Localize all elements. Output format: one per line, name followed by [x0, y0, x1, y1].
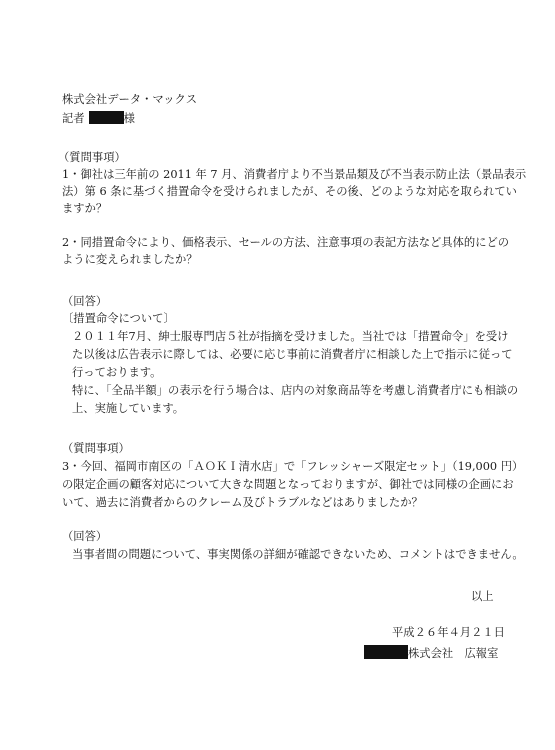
question-1-line-3: ますか？ [62, 202, 108, 215]
addressee-suffix: 様 [123, 112, 135, 125]
sender-suffix: 株式会社 広報室 [408, 647, 499, 660]
answer-heading-1: （回答） [62, 295, 108, 308]
question-2-line-1: 2・同措置命令により、価格表示、セールの方法、注意事項の表記方法など具体的にどの [62, 236, 510, 249]
answer-1-line-4: 特に、「全品半額」の表示を行う場合は、店内の対象商品等を考慮し消費者庁にも相談の [72, 384, 519, 397]
question-3-line-1: 3・今回、福岡市南区の「ＡＯＫＩ清水店」で「フレッシャーズ限定セット」（19,000 円） [62, 460, 524, 473]
question-heading-1: （質問事項） [58, 151, 126, 164]
answer-heading-2: （回答） [62, 530, 108, 543]
answer-1-line-5: 上、実施しています。 [72, 402, 185, 415]
question-1-line-1: 1・御社は三年前の 2011 年 7 月、消費者庁より不当景品類及び不当表示防止法（景品表示 [62, 168, 527, 181]
closing-ijo: 以上 [471, 590, 494, 603]
closing-sender [364, 645, 498, 659]
question-3-line-3: いて、過去に消費者からのクレーム及びトラブルなどはありましたか？ [62, 496, 423, 509]
recipient-company: 株式会社データ・マックス [62, 93, 197, 106]
redaction-bar-reporter-name [89, 111, 124, 124]
question-1-line-2: 法）第 6 条に基づく措置命令を受けられましたが、その後、どのような対応を取られてい [62, 185, 517, 198]
redaction-bar-sender-name [364, 645, 408, 659]
question-2-line-2: ように変えられましたか？ [62, 253, 198, 266]
answer-1-line-1: ２０１１年7月、紳士服専門店５社が指摘を受けました。当社では「措置命令」を受け [72, 330, 509, 343]
answer-1-line-2: た以後は広告表示に際しては、必要に応じ事前に消費者庁に相談した上で指示に従って [72, 348, 513, 361]
question-heading-2: （質問事項） [62, 442, 130, 455]
answer-2-line-1: 当事者間の問題について、事実関係の詳細が確認できないため、コメントはできません。 [72, 548, 524, 561]
answer-subheading: 〔措置命令について〕 [62, 312, 175, 325]
addressee-prefix: 記者 [62, 112, 85, 125]
recipient-reporter [62, 111, 135, 124]
question-3-line-2: の限定企画の顧客対応について大きな問題となっておりますが、御社では同様の企画にお [62, 478, 514, 491]
closing-date: 平成２６年４月２１日 [392, 626, 505, 639]
answer-1-line-3: 行っております。 [72, 366, 162, 379]
